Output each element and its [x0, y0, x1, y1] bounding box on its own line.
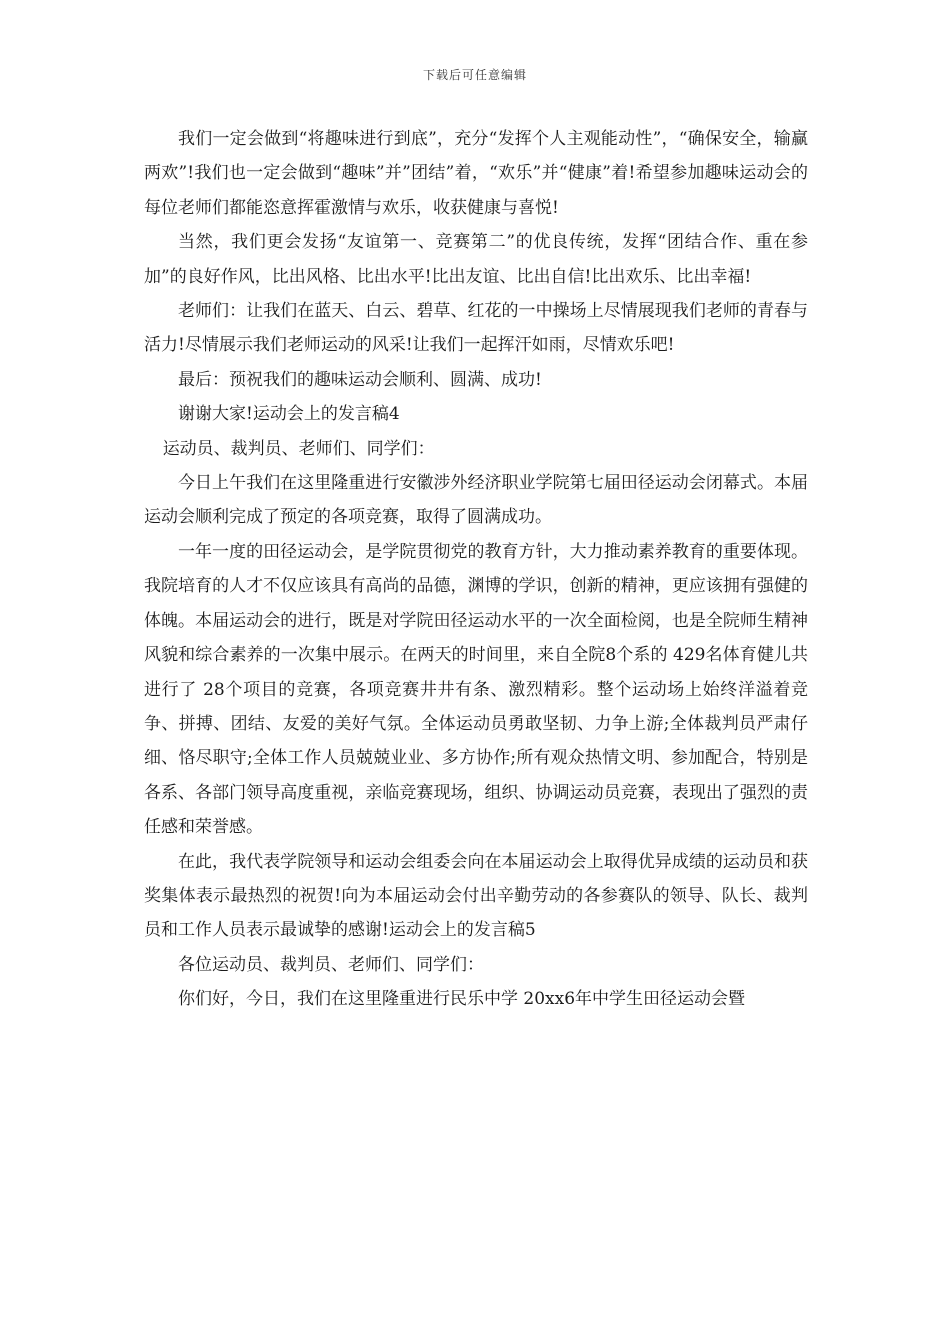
paragraph: 最后：预祝我们的趣味运动会顺利、圆满、成功!: [178, 369, 542, 390]
paragraph: 一年一度的田径运动会，是学院贯彻党的教育方针，大力推动素养教育的重要体现。我院培育的人才不仅应该具有高尚的品德，渊博的学识，创新的精神，更应该拥有强健的体魄。本届运动会的进行，既是对学院田径运动水平的一次全面检阅，也是全院师生精神风貌和综合素养的一次集中展示。在两天的时间里，来自全院8个系的 429名体育健儿共进行了 28个项目的竞赛，各项竞赛井井有条、激烈精彩。整个运动场上始终洋溢着竞争、拼搏、团结、友爱的美好气氛。全体运动员勇敢坚韧、力争上游;全体裁判员严肃仔细、恪尽职守;全体工作人员兢兢业业、多方协作;所有观众热情文明、参加配合，特别是各系、各部门领导高度重视，亲临竞赛现场，组织、协调运动员竞赛，表现出了强烈的责任感和荣誉感。: [144, 541, 808, 838]
page-header: 下载后可任意编辑: [422, 68, 527, 82]
paragraph: 运动员、裁判员、老师们、同学们：: [162, 438, 435, 459]
paragraph: 今日上午我们在这里隆重进行安徽涉外经济职业学院第七届田径运动会闭幕式。本届运动会顺利完成了预定的各项竞赛，取得了圆满成功。: [144, 473, 808, 528]
paragraph: 各位运动员、裁判员、老师们、同学们：: [178, 954, 484, 975]
paragraph: 谢谢大家!运动会上的发言稿4: [178, 404, 400, 425]
document-body: [144, 122, 808, 1017]
paragraph: 当然，我们更会发扬“友谊第一、竞赛第二”的优良传统，发挥“团结合作、重在参加”的良好作风，比出风格、比出水平!比出友谊、比出自信!比出欢乐、比出幸福!: [144, 232, 808, 287]
paragraph: 我们一定会做到“将趣味进行到底”，充分“发挥个人主观能动性”，“确保安全，输赢两欢”!我们也一定会做到“趣味”并”团结”着，“欢乐”并“健康”着!希望参加趣味运动会的每位老师们都能恣意挥霍激情与欢乐，收获健康与喜悦!: [144, 129, 808, 218]
paragraph: 老师们：让我们在蓝天、白云、碧草、红花的一中操场上尽情展现我们老师的青春与活力!尽情展示我们老师运动的风采!让我们一起挥汗如雨，尽情欢乐吧!: [144, 301, 808, 356]
paragraph: 在此，我代表学院领导和运动会组委会向在本届运动会上取得优异成绩的运动员和获奖集体表示最热烈的祝贺!向为本届运动会付出辛勤劳动的各参赛队的领导、队长、裁判员和工作人员表示最诚挚的感谢!运动会上的发言稿5: [144, 851, 808, 941]
paragraph: 你们好，今日，我们在这里隆重进行民乐中学 20xx6年中学生田径运动会暨: [178, 989, 746, 1010]
